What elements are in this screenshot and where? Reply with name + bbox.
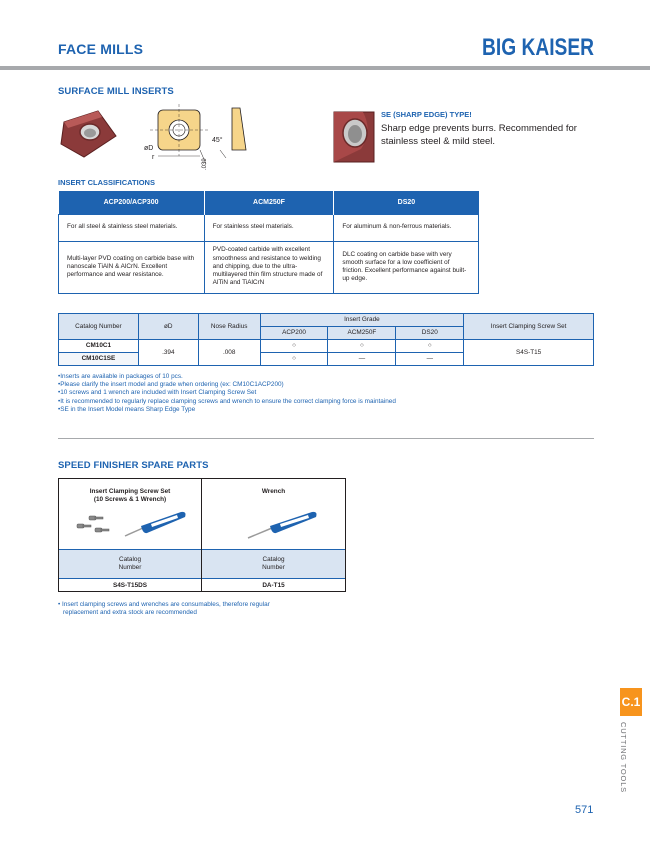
grade-cell: ○ <box>260 353 328 366</box>
spare-parts-notes <box>58 601 270 617</box>
spare-header-screw-set <box>59 488 201 504</box>
header-clamping-screw-set: Insert Clamping Screw Set <box>464 314 594 340</box>
logo-text: BIG KAISER <box>482 34 594 61</box>
grade-cell: ○ <box>396 340 464 353</box>
spare-parts-table <box>58 478 346 592</box>
insert-classifications-table <box>58 191 479 294</box>
class-header-acp: ACP200/ACP300 <box>59 191 205 214</box>
angle-label: 45° <box>212 137 223 144</box>
note-item: • 10 screws and 1 wrench are included with Insert Clamping Screw Set <box>58 389 396 397</box>
spare-catalog-value-wrench: DA-T15 <box>202 578 345 591</box>
wrench-icon <box>125 512 186 536</box>
note-line: Insert clamping screws and wrenches are consumables, therefore regular <box>62 601 270 608</box>
nose-radius-value: .008 <box>198 340 260 366</box>
insert-technical-drawing <box>140 104 262 172</box>
spare-header-wrench: Wrench <box>261 488 286 495</box>
class-cell: DLC coating on carbide base with very smooth surface for a low coefficient of friction. Excellent performance against built-up edge. <box>334 241 479 293</box>
section-tab-label-wrap <box>614 722 642 793</box>
section-tab: C.1 <box>620 688 642 716</box>
note-item: • Please clarify the insert model and grade when ordering (ex: CM10C1ACP200) <box>58 381 396 389</box>
note-item: • Inserts are available in packages of 10 pcs. <box>58 373 396 381</box>
header-nose-radius: Nose Radius <box>198 314 260 340</box>
spare-header-line: (10 Screws & 1 Wrench) <box>93 496 167 503</box>
page-number: 571 <box>575 804 594 816</box>
header-grade-acm250f: ACM250F <box>328 327 396 340</box>
note-line: replacement and extra stock are recommended <box>63 609 197 617</box>
class-cell: For stainless steel materials. <box>204 214 334 241</box>
section-title-surface-mill-inserts: SURFACE MILL INSERTS <box>58 86 174 97</box>
screw-set-image <box>69 506 189 546</box>
section-title-spare-parts: SPEED FINISHER SPARE PARTS <box>58 460 209 471</box>
catalog-table <box>58 313 594 366</box>
model-cell: CM10C1SE <box>59 353 139 366</box>
class-header-acm: ACM250F <box>204 191 334 214</box>
model-cell: CM10C1 <box>59 340 139 353</box>
insert-photo <box>58 108 120 160</box>
radius-label: r <box>152 154 155 161</box>
spare-catalog-label <box>202 549 345 578</box>
class-cell: Multi-layer PVD coating on carbide base with nanoscale TiAlN & AlCrN. Excellent performance and wear resistance. <box>59 241 205 293</box>
header-insert-grade: Insert Grade <box>260 314 464 327</box>
note-item: • It is recommended to regularly replace clamping screws and wrench to ensure the correct clamping force is maintained <box>58 398 396 406</box>
catalog-label-line: Catalog <box>262 556 285 563</box>
screw-icon <box>77 516 109 532</box>
thickness-label: .039 <box>202 158 208 170</box>
page-title: FACE MILLS <box>58 41 144 57</box>
catalog-label-line: Catalog <box>118 556 142 563</box>
spare-column-wrench <box>202 479 345 591</box>
header-grade-ds20: DS20 <box>396 327 464 340</box>
class-cell: For aluminum & non-ferrous materials. <box>334 214 479 241</box>
section-divider <box>58 438 594 439</box>
header-grade-acp200: ACP200 <box>260 327 328 340</box>
note-item: • SE in the Insert Model means Sharp Edge Type <box>58 406 396 414</box>
wrench-icon <box>248 512 317 538</box>
spare-column-screw-set <box>59 479 202 591</box>
catalog-label-line: Number <box>262 564 285 571</box>
diameter-value: .394 <box>138 340 198 366</box>
header-catalog-number: Catalog Number <box>59 314 139 340</box>
se-type-description: Sharp edge prevents burrs. Recommended for stainless steel & mild steel. <box>381 123 577 147</box>
grade-cell: ○ <box>260 340 328 353</box>
grade-cell: ○ <box>328 340 396 353</box>
header-rule <box>0 66 650 70</box>
se-type-title: SE (SHARP EDGE) TYPE! <box>381 110 472 119</box>
spare-catalog-label <box>59 549 201 578</box>
class-header-ds: DS20 <box>334 191 479 214</box>
screw-set-value: S4S-T15 <box>464 340 594 366</box>
catalog-label-line: Number <box>118 564 142 571</box>
grade-cell: — <box>328 353 396 366</box>
diameter-label: øD <box>144 145 154 152</box>
class-cell: For all steel & stainless steel materials. <box>59 214 205 241</box>
class-cell: PVD-coated carbide with excellent smoothness and resistance to welding and chipping, due to the ultra-multilayered thin film structure made of AlTiN and TiAlCrN <box>204 241 334 293</box>
table-row <box>59 340 594 353</box>
section-tab-label: CUTTING TOOLS <box>619 722 628 793</box>
big-kaiser-logo <box>482 32 594 60</box>
catalog-notes <box>58 373 396 414</box>
header-diameter: øD <box>138 314 198 340</box>
spare-catalog-value-screw-set: S4S-T15DS <box>59 578 201 591</box>
note-item <box>58 601 270 617</box>
wrench-image <box>212 506 332 546</box>
grade-cell: — <box>396 353 464 366</box>
spare-header-line: Insert Clamping Screw Set <box>89 488 171 495</box>
se-insert-photo <box>333 111 375 163</box>
insert-classifications-title: INSERT CLASSIFICATIONS <box>58 178 155 187</box>
